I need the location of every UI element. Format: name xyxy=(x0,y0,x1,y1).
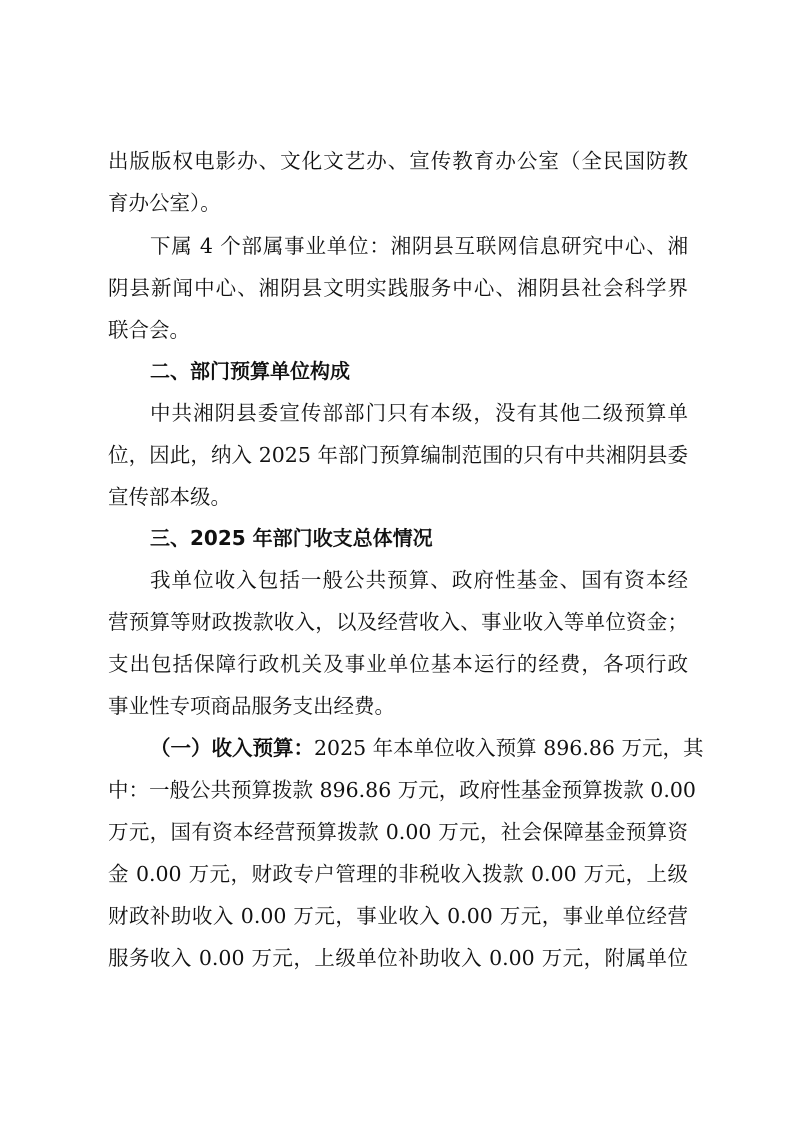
paragraph-line: 我单位收入包括一般公共预算、政府性基金、国有资本经 xyxy=(150,568,688,592)
paragraph-line: 阴县新闻中心、湘阴县文明实践服务中心、湘阴县社会科学界 xyxy=(108,276,688,300)
paragraph-line: 服务收入 0.00 万元，上级单位补助收入 0.00 万元，附属单位 xyxy=(108,946,688,970)
paragraph-line: 事业性专项商品服务支出经费。 xyxy=(108,694,395,718)
section-heading: 三、2025 年部门收支总体情况 xyxy=(150,526,433,550)
paragraph-line-rest: 2025 年本单位收入预算 896.86 万元，其 xyxy=(314,736,704,760)
paragraph-line: 万元，国有资本经营预算拨款 0.00 万元，社会保障基金预算资 xyxy=(108,820,688,844)
paragraph-line: 联合会。 xyxy=(108,318,190,342)
paragraph-line: 位，因此，纳入 2025 年部门预算编制范围的只有中共湘阴县委 xyxy=(108,443,688,467)
paragraph-line: 中：一般公共预算拨款 896.86 万元，政府性基金预算拨款 0.00 xyxy=(108,778,696,802)
paragraph-line: 支出包括保障行政机关及事业单位基本运行的经费，各项行政 xyxy=(108,652,688,676)
paragraph-line: 财政补助收入 0.00 万元，事业收入 0.00 万元，事业单位经营 xyxy=(108,904,688,928)
subsection-lead: （一）收入预算： xyxy=(150,736,314,760)
paragraph-line: 宣传部本级。 xyxy=(108,485,231,509)
paragraph-line: 营预算等财政拨款收入，以及经营收入、事业收入等单位资金； xyxy=(108,610,688,634)
paragraph-line: 育办公室）。 xyxy=(108,191,221,215)
paragraph-line: 中共湘阴县委宣传部部门只有本级，没有其他二级预算单 xyxy=(150,401,688,425)
paragraph-line: 下属 4 个部属事业单位：湘阴县互联网信息研究中心、湘 xyxy=(150,234,688,258)
paragraph-line: 出版版权电影办、文化文艺办、宣传教育办公室（全民国防教 xyxy=(108,149,688,173)
section-heading: 二、部门预算单位构成 xyxy=(150,359,350,383)
paragraph-line xyxy=(150,735,704,761)
paragraph-line: 金 0.00 万元，财政专户管理的非税收入拨款 0.00 万元，上级 xyxy=(108,862,688,886)
